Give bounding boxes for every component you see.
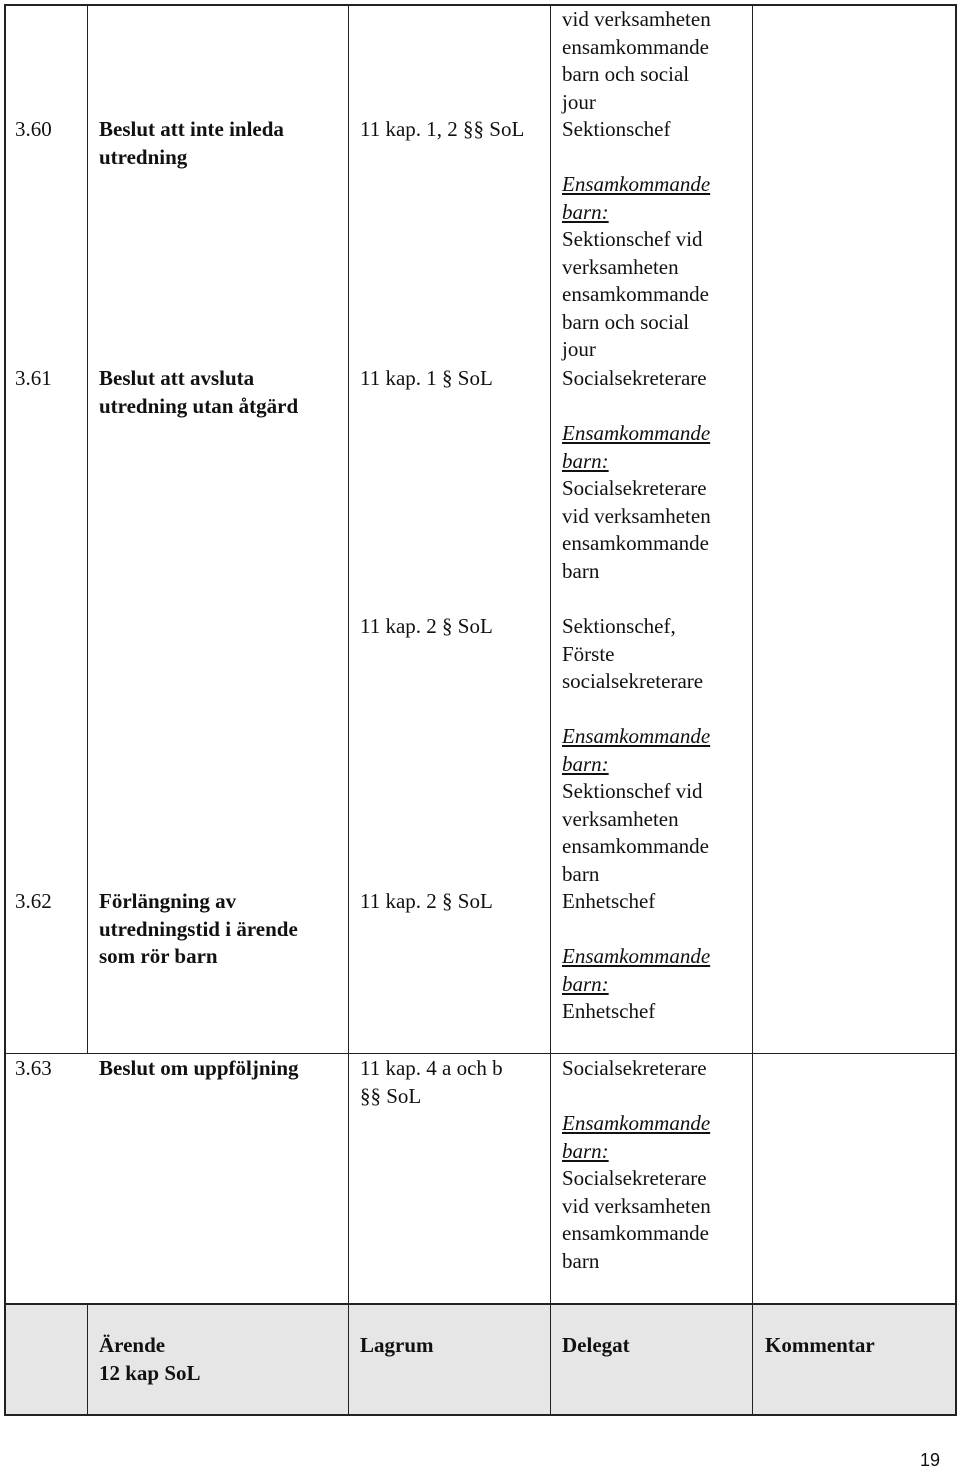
delegat-cell: Socialsekreterare Ensamkommande barn: Socialsekreterare vid verksamheten ensamkommande barn: [562, 1056, 711, 1273]
column-divider: [752, 4, 753, 1416]
column-divider: [348, 4, 349, 1416]
row-title: Beslut att inte inleda utredning: [99, 117, 284, 169]
header-delegat: Delegat: [562, 1333, 630, 1357]
table-left-border: [4, 4, 6, 1416]
column-divider: [87, 1304, 88, 1415]
delegat-continuation: vid verksamheten ensamkommande barn och social jour: [562, 7, 711, 114]
barn-label: barn:: [562, 751, 609, 776]
table-top-border: [4, 4, 957, 6]
row-number: 3.60: [15, 117, 52, 141]
ensamkommande-label: Ensamkommande: [562, 172, 711, 196]
delegat-cell: Enhetschef Ensamkommande barn: Enhetschef: [562, 889, 711, 1023]
table-bottom-border: [4, 1414, 957, 1416]
header-lagrum: Lagrum: [360, 1333, 434, 1357]
table-right-border: [955, 4, 957, 1416]
lagrum-cell: 11 kap. 2 § SoL: [360, 889, 493, 913]
lagrum-cell: 11 kap. 1 § SoL: [360, 366, 493, 390]
delegat-cell: Socialsekreterare Ensamkommande barn: Socialsekreterare vid verksamheten ensamkommande barn: [562, 366, 711, 583]
row-number: 3.61: [15, 366, 52, 390]
ensamkommande-label: Ensamkommande: [562, 421, 711, 445]
column-divider: [550, 4, 551, 1416]
header-arende: Ärende 12 kap SoL: [99, 1333, 201, 1385]
row-divider: [4, 1303, 957, 1305]
page-number: 19: [919, 1450, 940, 1470]
row-title: Beslut att avsluta utredning utan åtgärd: [99, 366, 299, 418]
lagrum-cell: 11 kap. 1, 2 §§ SoL: [360, 117, 525, 141]
ensamkommande-label: Ensamkommande: [562, 1111, 711, 1135]
header-kommentar: Kommentar: [765, 1333, 875, 1357]
barn-label: barn:: [562, 1138, 609, 1163]
row-title: Förlängning av utredningstid i ärende som rör barn: [99, 889, 298, 968]
lagrum-cell: 11 kap. 4 a och b §§ SoL: [360, 1056, 503, 1108]
row-number: 3.63: [15, 1056, 52, 1080]
ensamkommande-label: Ensamkommande: [562, 944, 711, 968]
barn-label: barn:: [562, 971, 609, 996]
row-title: Beslut om uppföljning: [99, 1056, 299, 1080]
barn-label: barn:: [562, 199, 609, 224]
column-divider: [87, 4, 88, 1054]
row-number: 3.62: [15, 889, 52, 913]
row-divider: [4, 1053, 957, 1054]
delegat-cell: Sektionschef, Förste socialsekreterare Ensamkommande barn: Sektionschef vid verksamheten ensamkommande barn: [562, 614, 711, 886]
barn-label: barn:: [562, 448, 609, 473]
lagrum-cell: 11 kap. 2 § SoL: [360, 614, 493, 638]
ensamkommande-label: Ensamkommande: [562, 724, 711, 748]
delegat-cell: Sektionschef Ensamkommande barn: Sektionschef vid verksamheten ensamkommande barn och social jour: [562, 117, 711, 361]
